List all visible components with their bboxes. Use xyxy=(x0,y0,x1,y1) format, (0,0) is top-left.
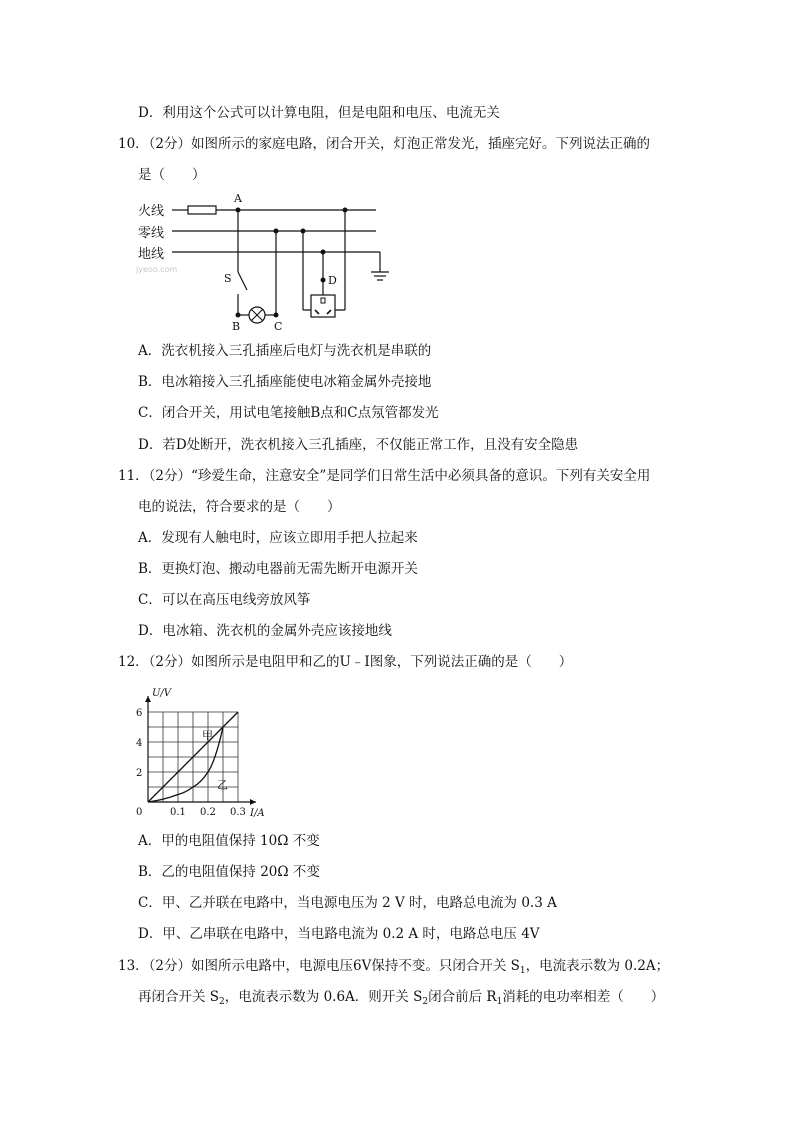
q13-text-e: 闭合前后 R xyxy=(428,989,497,1005)
q13-sub2: 2 xyxy=(219,997,225,1007)
watermark: jyeoo.com xyxy=(136,265,178,274)
q13-sub3: 2 xyxy=(422,997,429,1007)
neutral-wire-label: 零线 xyxy=(138,226,165,241)
q12-option-b: B．乙的电阻值保持 20Ω 不变 xyxy=(138,864,320,880)
ground-wire-label: 地线 xyxy=(138,247,165,262)
x-axis-label: I/A xyxy=(250,808,265,819)
q13-text-b: ，电流表示数为 0.2A； xyxy=(525,958,670,974)
switch-s xyxy=(238,272,247,290)
q12-option-c: C．甲、乙并联在电路中，当电源电压为 2 V 时，电路总电流为 0.3 A xyxy=(138,895,557,911)
q13-sub4: 1 xyxy=(496,997,503,1007)
q13-text-a: 13．（2分）如图所示电路中，电源电压6V保持不变。只闭合开关 S xyxy=(118,958,520,974)
q11-option-b: B．更换灯泡、搬动电器前无需先断开电源开关 xyxy=(138,561,418,577)
x-tick-label: 0.3 xyxy=(230,807,246,818)
label-c: C xyxy=(274,320,283,333)
x-tick-label: 0.2 xyxy=(200,807,216,818)
q13-stem-line2 xyxy=(138,988,664,1011)
q10-stem-line2: 是（ ） xyxy=(138,167,206,183)
q10-option-d: D．若D处断开，洗衣机接入三孔插座，不仅能正常工作，且没有安全隐患 xyxy=(138,437,579,453)
q10-stem-line1: 10．（2分）如图所示的家庭电路，闭合开关，灯泡正常发光，插座完好。下列说法正确的 xyxy=(118,136,651,152)
y-tick-label: 6 xyxy=(136,708,143,719)
q10-option-a: A．洗衣机接入三孔插座后电灯与洗衣机是串联的 xyxy=(138,343,432,359)
series-yi-label: 乙 xyxy=(217,778,228,792)
q13-stem-line1 xyxy=(118,957,669,980)
q12-option-d: D．甲、乙串联在电路中，当电路电流为 0.2 A 时，电路总电压 4V xyxy=(138,926,540,942)
q10-option-b: B．电冰箱接入三孔插座能使电冰箱金属外壳接地 xyxy=(138,374,432,390)
label-b: B xyxy=(232,320,241,333)
q11-option-c: C．可以在高压电线旁放风筝 xyxy=(138,592,311,608)
origin-label: 0 xyxy=(136,807,143,818)
q13-text-c: 再闭合开关 S xyxy=(138,989,220,1005)
live-wire-label: 火线 xyxy=(138,204,165,219)
label-d: D xyxy=(328,274,337,287)
q12-stem: 12．（2分）如图所示是电阻甲和乙的U﹣I图象，下列说法正确的是（ ） xyxy=(118,654,573,670)
point-d xyxy=(321,278,326,283)
y-axis-label: U/V xyxy=(152,688,172,699)
q11-stem-line2: 电的说法，符合要求的是（ ） xyxy=(138,499,341,515)
y-tick-label: 4 xyxy=(136,738,143,749)
label-a: A xyxy=(234,192,242,205)
q11-option-d: D．电冰箱、洗衣机的金属外壳应该接地线 xyxy=(138,623,392,639)
chart-labels xyxy=(136,688,265,819)
q11-stem-line1: 11．（2分）“珍爱生命，注意安全”是同学们日常生活中必须具备的意识。下列有关安全用 xyxy=(118,468,651,484)
q11-option-a: A．发现有人触电时，应该立即用手把人拉起来 xyxy=(138,530,418,546)
x-tick-label: 0.1 xyxy=(170,807,186,818)
q12-option-a: A．甲的电阻值保持 10Ω 不变 xyxy=(138,833,320,849)
q10-circuit-diagram xyxy=(130,190,400,340)
label-s: S xyxy=(224,272,232,285)
q13-text-d: ，电流表示数为 0.6A．则开关 S xyxy=(224,989,423,1005)
three-pin-socket-icon xyxy=(311,295,335,317)
x-axis-arrow xyxy=(250,799,256,805)
q13-text-f: 消耗的电功率相差（ ） xyxy=(502,989,665,1005)
series-jia-label: 甲 xyxy=(202,729,213,742)
lamp-icon xyxy=(249,307,265,323)
q13-sub1: 1 xyxy=(519,966,526,976)
q9-option-d: D．利用这个公式可以计算电阻，但是电阻和电压、电流无关 xyxy=(138,105,500,121)
q10-option-c: C．闭合开关，用试电笔接触B点和C点氖管都发光 xyxy=(138,405,439,421)
y-axis-arrow xyxy=(145,696,151,702)
fuse xyxy=(188,206,216,214)
q12-ui-chart xyxy=(128,684,288,820)
y-tick-label: 2 xyxy=(136,768,143,779)
